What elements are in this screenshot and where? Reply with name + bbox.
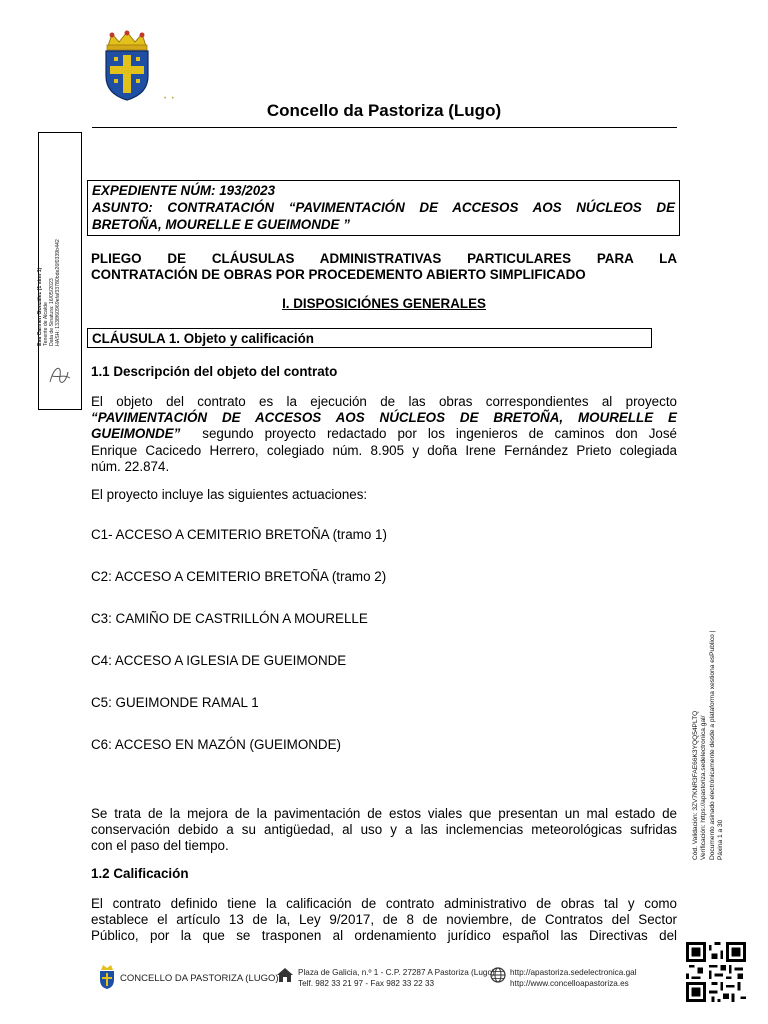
signature-date: Data de Sinatura: 16/05/2023	[49, 278, 55, 346]
paragraph-line: “PAVIMENTACIÓN DE ACCESOS AOS NÚCLEOS DE BRETOÑA, MOURELLE E	[91, 410, 677, 426]
qr-code-icon[interactable]	[686, 942, 746, 1002]
paragraph-line: establece el artículo 13 de la, Ley 9/2017, de 8 de noviembre, de Contratos del Sector	[91, 912, 677, 928]
list-item: C4: ACCESO A IGLESIA DE GUEIMONDE	[91, 653, 347, 668]
signature-hash: HASH: 1338f60969efaf33780bde26f0339b442	[55, 239, 61, 346]
header-divider	[92, 127, 677, 128]
paragraph-line: El objeto del contrato es la ejecución de las obras correspondientes al proyecto	[91, 394, 677, 409]
asunto-line: ASUNTO: CONTRATACIÓN “PAVIMENTACIÓN DE ACCESOS AOS NÚCLEOS DE	[92, 200, 675, 215]
home-icon	[276, 967, 294, 983]
paragraph-line: Se trata de la mejora de la pavimentación de estos viales que presentan un mal estado de	[91, 806, 677, 821]
footer-council-name: CONCELLO DA PASTORIZA (LUGO)	[120, 973, 279, 984]
footer-address	[298, 967, 495, 989]
verification-note: Documento asinado electrónicamente desde a plataforma xestiona esPublico | Páxina 1 a 30	[708, 630, 725, 860]
footer-link-sede[interactable]: http://apastoriza.sedelectronica.gal	[510, 968, 637, 977]
paragraph-line: núm. 22.874.	[91, 458, 170, 474]
heading-line: CONTRATACIÓN DE OBRAS POR PROCEDEMENTO ABIERTO SIMPLIFICADO	[91, 267, 586, 282]
footer-link-web[interactable]: http://www.concelloapastoriza.es	[510, 979, 629, 988]
paragraph-line: Enrique Cacicedo Herrero, colegiado núm. 8.905 y doña Irene Fernández Prieto colegiada	[91, 442, 677, 458]
crest-ornament: • •	[164, 96, 176, 102]
paragraph-line: con el paso del tiempo.	[91, 838, 229, 854]
signer-role: Tenente de Alcalde	[43, 302, 49, 346]
footer-crest-logo	[96, 964, 118, 990]
list-item: C2: ACCESO A CEMITERIO BRETOÑA (tramo 2)	[91, 569, 387, 584]
list-item: C3: CAMIÑO DE CASTRILLÓN A MOURELLE	[91, 611, 368, 626]
footer-links	[510, 967, 637, 989]
clause-title: CLÁUSULA 1. Objeto y calificación	[87, 328, 652, 348]
project-name-end: GUEIMONDE”	[91, 426, 181, 442]
heading-line: PLIEGO DE CLÁUSULAS ADMINISTRATIVAS PARTICULARES PARA LA	[91, 251, 677, 266]
document-heading	[91, 251, 677, 283]
footer-address-line: Plaza de Galicia, n.º 1 - C.P. 27287 A Pastoriza (Lugo)	[298, 968, 495, 977]
coat-of-arms-logo	[92, 30, 162, 102]
paragraph-line: conservación debido a su antigüedad, al uso y a las inclemencias meteorológicas sufridas	[91, 822, 677, 838]
subsection-title: 1.2 Calificación	[91, 866, 189, 881]
expediente-number: EXPEDIENTE NÚM: 193/2023	[92, 183, 276, 198]
list-item: C6: ACCESO EN MAZÓN (GUEIMONDE)	[91, 737, 341, 752]
verification-text	[692, 620, 726, 860]
paragraph-object	[91, 394, 677, 475]
paragraph-line	[91, 426, 677, 442]
list-item: C5: GUEIMONDE RAMAL 1	[91, 695, 259, 710]
paragraph-intro: El proyecto incluye las siguientes actuaciones:	[91, 487, 368, 502]
paragraph-line: El contrato definido tiene la calificación de contrato administrativo de obras tal y como	[91, 896, 677, 911]
list-item: C1- ACCESO A CEMITERIO BRETOÑA (tramo 1)	[91, 527, 387, 542]
expediente-box	[87, 180, 680, 236]
page-title: Concello da Pastoriza (Lugo)	[266, 101, 502, 120]
verification-url: Verificación: https://apastoriza.sedelectronica.gal/	[700, 715, 708, 860]
signer-name: Eva Carmen González (1 sinn 1)	[37, 267, 43, 346]
footer-phone: Telf. 982 33 21 97 - Fax 982 33 22 33	[298, 979, 435, 988]
signature-scribble-icon	[44, 360, 74, 390]
asunto-line: BRETOÑA, MOURELLE E GUEIMONDE ”	[92, 217, 350, 232]
paragraph-line: Público, por la que se trasponen al ordenamiento jurídico español las Directivas del	[91, 928, 677, 944]
section-title: I. DISPOSICIÓNES GENERALES	[282, 296, 486, 311]
paragraph-line-rest: segundo proyecto redactado por los ingenieros de caminos don José	[202, 426, 677, 442]
subsection-title: 1.1 Descripción del objeto del contrato	[91, 364, 338, 379]
paragraph-calificacion	[91, 896, 677, 945]
verification-code: Cód. Validación: 3ZV7KNR3FAE66K3YQQ54PLTQ	[692, 710, 699, 860]
paragraph-condition	[91, 806, 677, 855]
globe-icon	[490, 967, 506, 983]
signature-stamp-text	[37, 216, 61, 346]
